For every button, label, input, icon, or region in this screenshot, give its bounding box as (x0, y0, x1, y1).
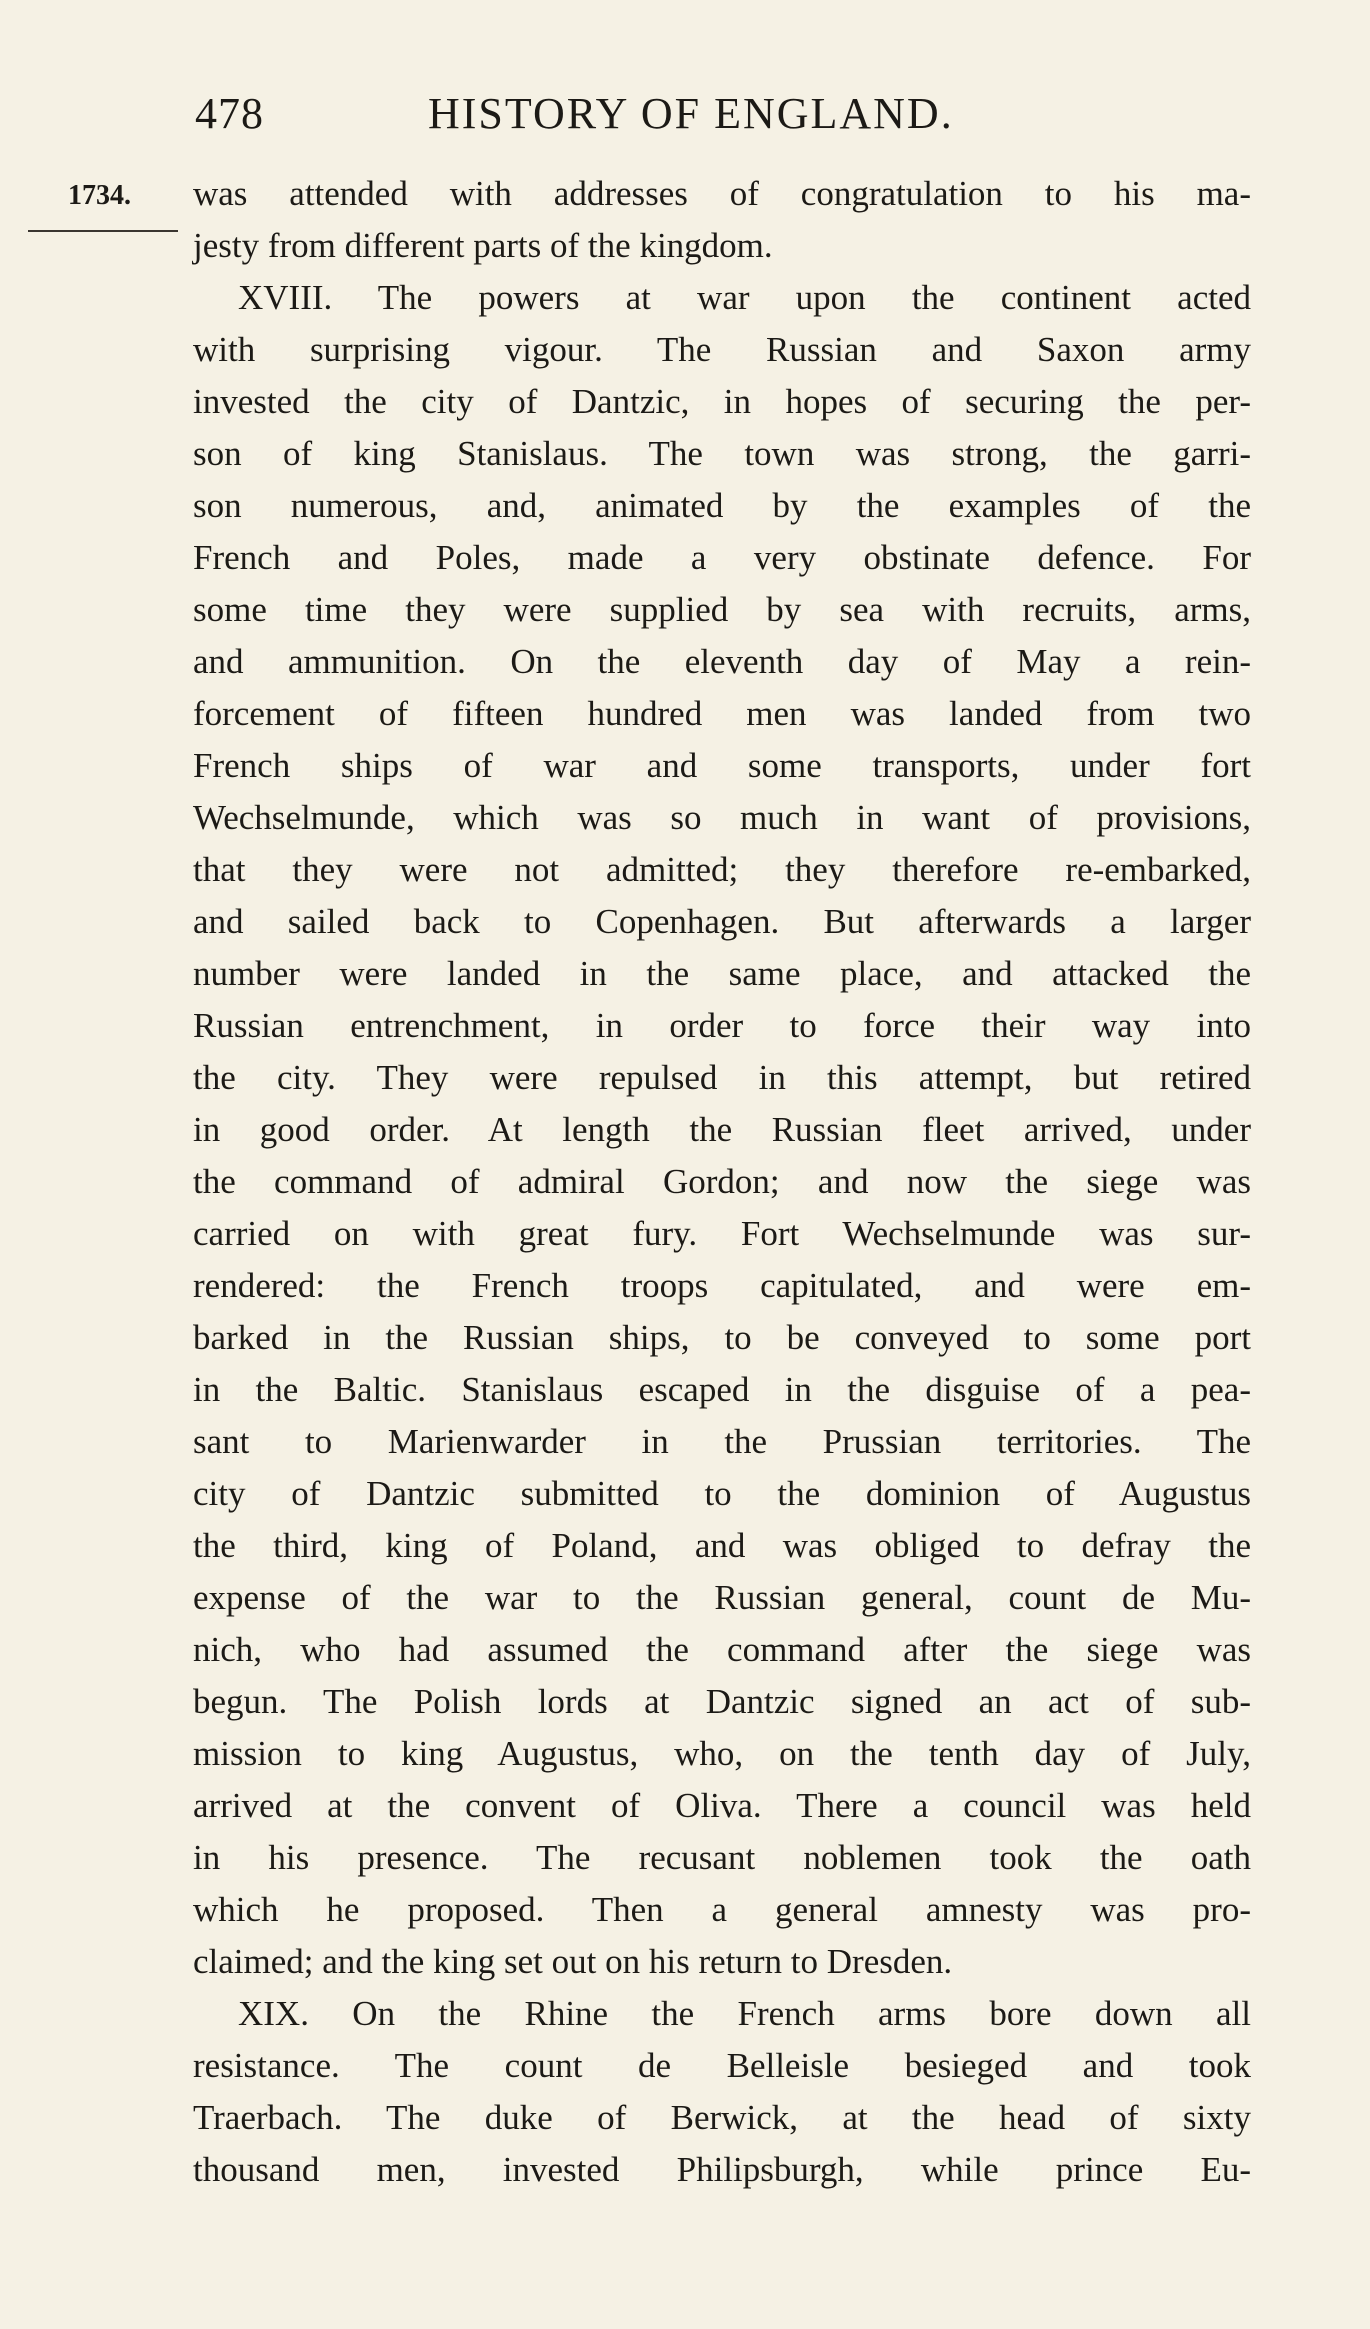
text-line: Russian entrenchment, in order to force their way into (193, 1006, 1251, 1045)
text-line: and sailed back to Copenhagen. But afterwards a larger (193, 902, 1251, 941)
text-line: French and Poles, made a very obstinate defence. For (193, 538, 1251, 577)
text-line: number were landed in the same place, and attacked the (193, 954, 1251, 993)
text-line: carried on with great fury. Fort Wechselmunde was sur- (193, 1214, 1251, 1253)
margin-year-note: 1734. (68, 180, 131, 211)
margin-rule (28, 230, 178, 232)
text-line: French ships of war and some transports, under fort (193, 746, 1251, 785)
section-heading-line: XIX. On the Rhine the French arms bore down all (238, 1994, 1251, 2033)
text-line: Wechselmunde, which was so much in want of provisions, (193, 798, 1251, 837)
text-line: claimed; and the king set out on his return to Dresden. (193, 1942, 953, 1981)
text-line: son of king Stanislaus. The town was strong, the garri- (193, 434, 1251, 473)
text-line: which he proposed. Then a general amnesty was pro- (193, 1890, 1251, 1929)
text-line: in good order. At length the Russian fleet arrived, under (193, 1110, 1251, 1149)
text-line: was attended with addresses of congratulation to his ma- (193, 174, 1251, 213)
text-line: nich, who had assumed the command after the siege was (193, 1630, 1251, 1669)
text-line: the command of admiral Gordon; and now the siege was (193, 1162, 1251, 1201)
text-line: Traerbach. The duke of Berwick, at the head of sixty (193, 2098, 1251, 2137)
text-line: the third, king of Poland, and was obliged to defray the (193, 1526, 1251, 1565)
page-number: 478 (195, 89, 264, 138)
text-line: some time they were supplied by sea with recruits, arms, (193, 590, 1251, 629)
text-line: the city. They were repulsed in this attempt, but retired (193, 1058, 1251, 1097)
text-line: invested the city of Dantzic, in hopes of securing the per- (193, 382, 1251, 421)
text-line: arrived at the convent of Oliva. There a council was held (193, 1786, 1251, 1825)
text-line: with surprising vigour. The Russian and Saxon army (193, 330, 1251, 369)
text-line: resistance. The count de Belleisle besieged and took (193, 2046, 1251, 2085)
section-heading-line: XVIII. The powers at war upon the continent acted (238, 278, 1251, 317)
text-line: and ammunition. On the eleventh day of May a rein- (193, 642, 1251, 681)
text-line: son numerous, and, animated by the examples of the (193, 486, 1251, 525)
running-head: HISTORY OF ENGLAND. (428, 89, 954, 138)
text-line: begun. The Polish lords at Dantzic signed an act of sub- (193, 1682, 1251, 1721)
text-line: expense of the war to the Russian general, count de Mu- (193, 1578, 1251, 1617)
text-line: in his presence. The recusant noblemen took the oath (193, 1838, 1251, 1877)
text-line: in the Baltic. Stanislaus escaped in the disguise of a pea- (193, 1370, 1251, 1409)
text-line: forcement of fifteen hundred men was landed from two (193, 694, 1251, 733)
text-line: mission to king Augustus, who, on the tenth day of July, (193, 1734, 1251, 1773)
text-line: sant to Marienwarder in the Prussian territories. The (193, 1422, 1251, 1461)
text-line: thousand men, invested Philipsburgh, while prince Eu- (193, 2150, 1251, 2189)
text-line: that they were not admitted; they therefore re-embarked, (193, 850, 1251, 889)
text-line: city of Dantzic submitted to the dominion of Augustus (193, 1474, 1251, 1513)
page-header (195, 88, 1025, 148)
text-line: rendered: the French troops capitulated, and were em- (193, 1266, 1251, 1305)
text-line: barked in the Russian ships, to be conveyed to some port (193, 1318, 1251, 1357)
text-line: jesty from different parts of the kingdom. (193, 226, 773, 265)
